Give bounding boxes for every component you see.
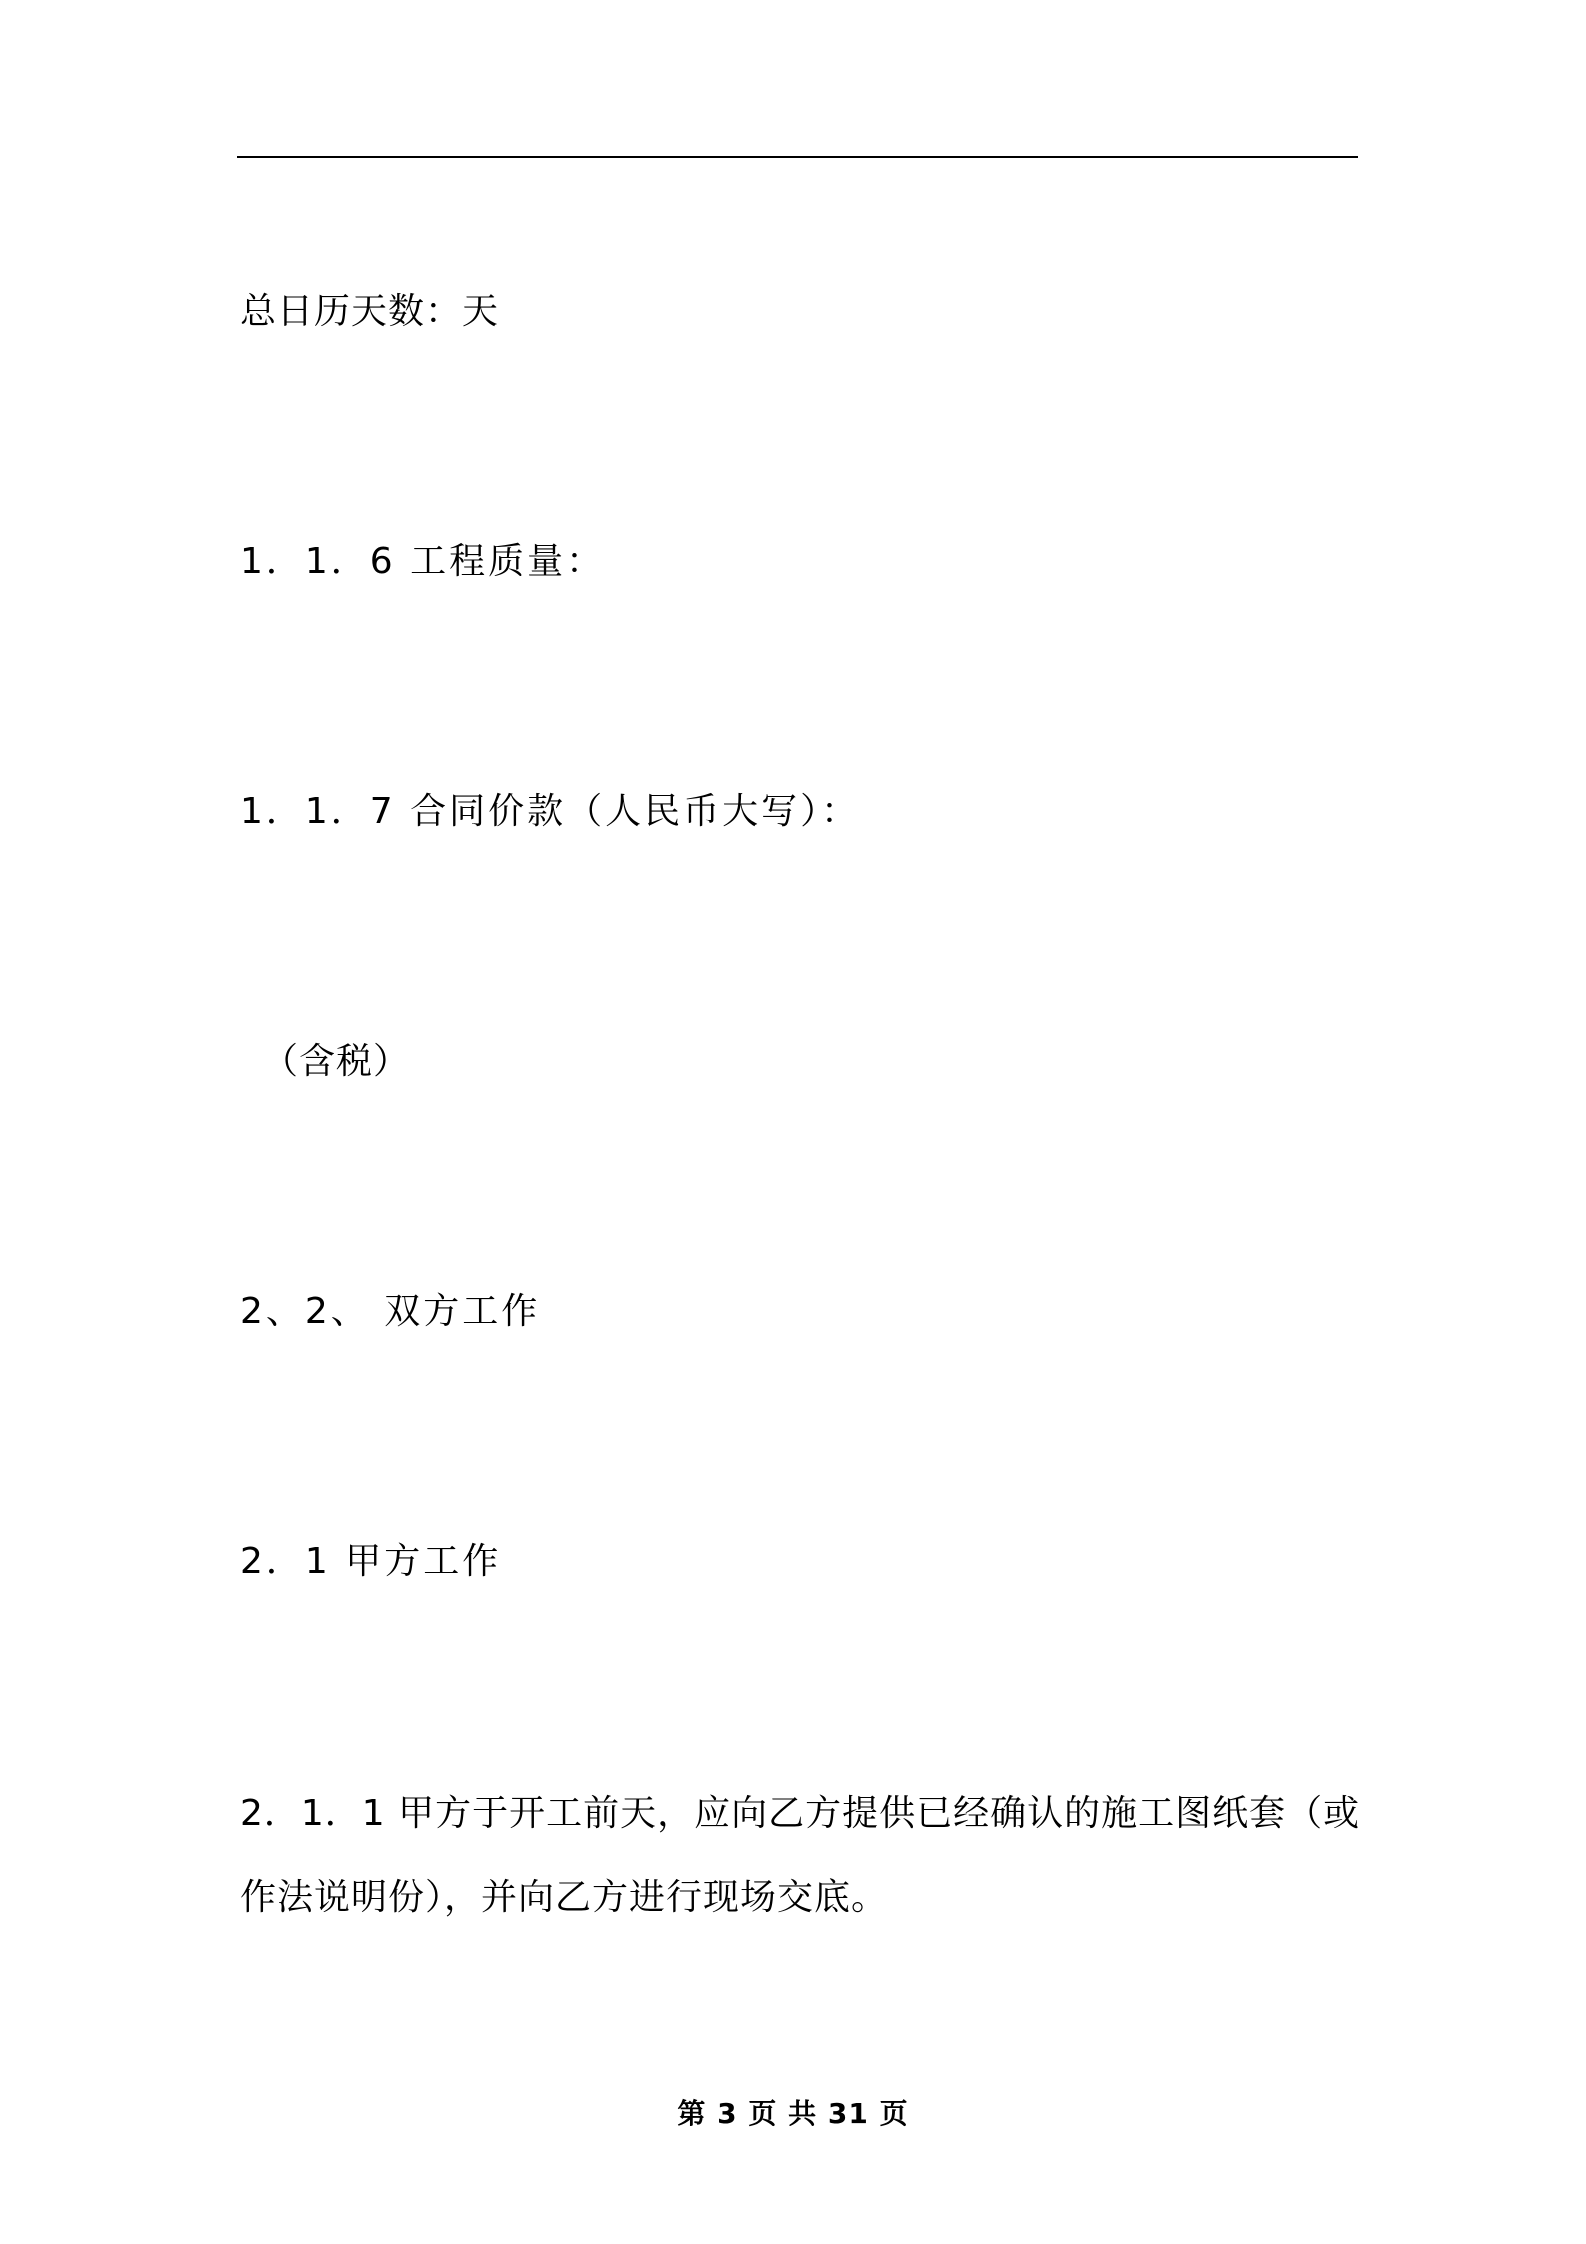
clause-1-1-7-contract-price: 1．1．7 合同价款（人民币大写）： [240, 791, 861, 832]
total-calendar-days: 总日历天数：天 [240, 291, 500, 332]
clause-2-1-1-line-2: 作法说明份），并向乙方进行现场交底。 [240, 1877, 889, 1918]
clause-1-1-6-quality: 1．1．6 工程质量： [240, 541, 606, 582]
tax-included-note: （含税） [262, 1041, 411, 1082]
section-2-1-heading: 2．1 甲方工作 [240, 1541, 502, 1582]
clause-2-1-1-line-1: 2．1．1 甲方于开工前天，应向乙方提供已经确认的施工图纸套（或 [240, 1793, 1361, 1834]
header-rule [237, 156, 1358, 158]
page-number-footer: 第 3 页 共 31 页 [677, 2097, 909, 2130]
section-2-heading: 2、2、 双方工作 [240, 1291, 541, 1332]
